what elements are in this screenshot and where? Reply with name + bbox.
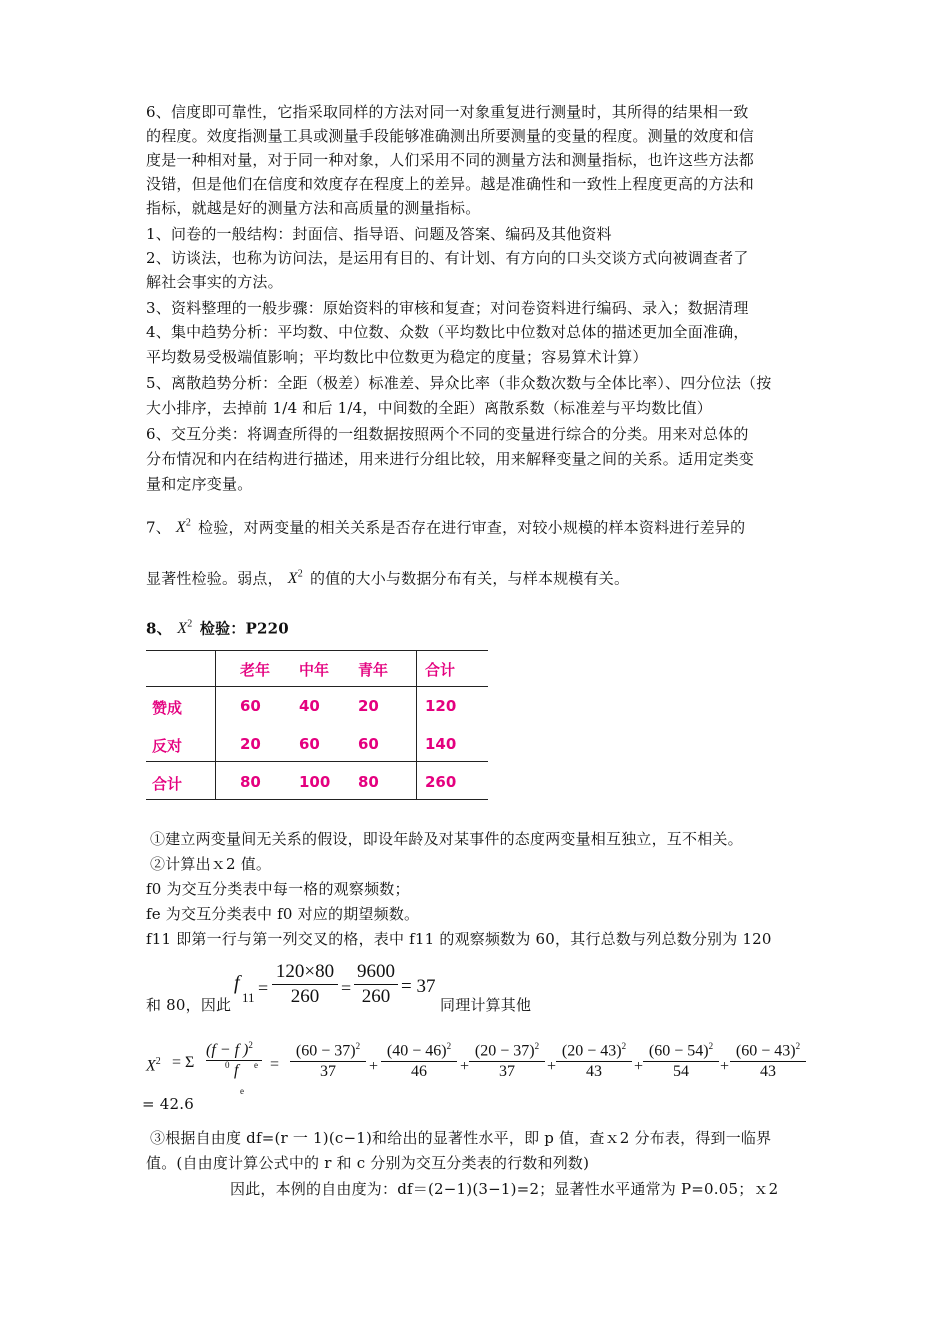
table-rule-header (146, 686, 488, 687)
step-4: fe 为交互分类表中 f0 对应的期望频数。 (146, 905, 420, 923)
table-cell: 60 (240, 697, 261, 715)
para-6b-line-3: 量和定序变量。 (146, 475, 253, 493)
table-cell: 140 (425, 735, 457, 753)
formula2-term: $(60 - 43)^2$ 43 (730, 1041, 806, 1081)
formula-f11: f (234, 972, 240, 994)
chi-square-symbol: $X^2$ (177, 619, 193, 638)
table-rule-left (215, 650, 216, 800)
para-2-line-2: 解社会事实的方法。 (146, 273, 283, 291)
table-cell: 20 (240, 735, 261, 753)
heading-8-prefix: 8、 (146, 619, 172, 638)
table-rule-right (416, 650, 417, 800)
formula2-term: $(20 - 43)^2$ 43 (556, 1041, 632, 1081)
formula-equals: = (258, 978, 269, 998)
table-rule-top (146, 650, 488, 651)
table-cell: 40 (299, 697, 320, 715)
table-row-label: 合计 (152, 775, 183, 793)
table-cell: 80 (358, 773, 379, 791)
formula2-term: $(60 - 37)^2$ 37 (290, 1041, 366, 1081)
para-6-line-2: 的程度。效度指测量工具或测量手段能够准确测出所要测量的变量的程度。测量的效度和信 (146, 127, 755, 145)
para-7-prefix: 7、 (146, 518, 171, 537)
table-cell: 60 (358, 735, 379, 753)
step-6-prefix: 和 80，因此 (146, 996, 232, 1014)
formula2-plus: + (547, 1058, 557, 1075)
chi-square-symbol: $X^2$ (287, 569, 303, 588)
table-row-label: 赞成 (152, 699, 183, 717)
para-7-text-1: 检验，对两变量的相关关系是否存在进行审查，对较小规模的样本资料进行差异的 (198, 518, 746, 537)
heading-8-suffix: 检验：P220 (199, 619, 289, 638)
formula2-result: = 42.6 (142, 1095, 194, 1113)
formula2-equals: = (270, 1056, 280, 1073)
formula-fraction-1: 120×80 260 (272, 961, 338, 1008)
step-3: f0 为交互分类表中每一格的观察频数； (146, 880, 410, 898)
formula2-general-fraction: (f − f )$^2$ f (206, 1040, 262, 1080)
step-9: 因此，本例的自由度为：df＝(2−1)(3−1)=2；显著性水平通常为 P=0.05；ｘ2 (230, 1180, 779, 1198)
table-cell: 100 (299, 773, 331, 791)
step-6-suffix: 同理计算其他 (440, 996, 532, 1014)
table-header-cell: 合计 (425, 661, 456, 679)
table-header-cell: 中年 (299, 661, 330, 679)
para-5-line-1: 5、离散趋势分析：全距（极差）标准差、异众比率（非众数次数与全体比率）、四分位法（按 (146, 374, 772, 392)
formula-equals: = (341, 978, 352, 998)
para-6-line-4: 没错，但是他们在信度和效度存在程度上的差异。越是准确性和一致性上程度更高的方法和 (146, 175, 755, 193)
para-6-line-5: 指标，就越是好的测量方法和高质量的测量指标。 (146, 199, 481, 217)
para-5-line-2: 大小排序，去掉前 1/4 和后 1/4，中间数的全距）离散系数（标准差与平均数比值） (146, 399, 712, 417)
para-4-line-2: 平均数易受极端值影响；平均数比中位数更为稳定的度量；容易算术计算） (146, 348, 648, 366)
para-6b-line-2: 分布情况和内在结构进行描述，用来进行分组比较，用来解释变量之间的关系。适用定类变 (146, 450, 755, 468)
table-cell: 260 (425, 773, 457, 791)
formula2-term: $(40 - 46)^2$ 46 (381, 1041, 457, 1081)
step-8-line-2: 值。(自由度计算公式中的 r 和 c 分别为交互分类表的行数和列数) (146, 1154, 590, 1172)
formula2-sub-0: 0 (225, 1060, 230, 1070)
formula2-lhs: $X^2$ (146, 1056, 161, 1075)
para-7-line-1 (146, 515, 745, 537)
step-1: ①建立两变量间无关系的假设，即设年龄及对某事件的态度两变量相互独立，互不相关。 (150, 830, 743, 848)
para-6b-line-1: 6、交互分类：将调查所得的一组数据按照两个不同的变量进行综合的分类。用来对总体的 (146, 425, 749, 443)
formula2-plus: + (460, 1058, 470, 1075)
chi-square-symbol: $X^2$ (175, 518, 192, 537)
table-row-label: 反对 (152, 737, 183, 755)
contingency-table (146, 650, 488, 800)
para-4-line-1: 4、集中趋势分析：平均数、中位数、众数（平均数比中位数对总体的描述更加全面准确， (146, 323, 749, 341)
para-2-line-1: 2、访谈法，也称为访问法，是运用有目的、有计划、有方向的口头交谈方式向被调查者了 (146, 249, 749, 267)
formula2-sigma: = Σ (172, 1054, 195, 1071)
step-2: ②计算出ｘ2 值。 (150, 855, 272, 873)
para-6-line-1: 6、信度即可靠性，它指采取同样的方法对同一对象重复进行测量时，其所得的结果相一致 (146, 103, 749, 121)
table-cell: 60 (299, 735, 320, 753)
para-7-text-2b: 的值的大小与数据分布有关，与样本规模有关。 (309, 569, 630, 588)
formula2-plus: + (720, 1058, 730, 1075)
step-5: f11 即第一行与第一列交叉的格，表中 f11 的观察频数为 60，其行总数与列总数分别为 120 (146, 930, 772, 948)
formula-fraction-2: 9600 260 (354, 961, 398, 1008)
formula2-term: $(60 - 54)^2$ 54 (643, 1041, 719, 1081)
table-rule-total (146, 761, 488, 762)
formula2-sub-e: e (254, 1060, 258, 1070)
table-header-cell: 青年 (358, 661, 389, 679)
table-cell: 80 (240, 773, 261, 791)
step-8-line-1: ③根据自由度 df=(r 一 1)(c−1)和给出的显著性水平，即 p 值，查ｘ2 分布表，得到一临界 (150, 1129, 772, 1147)
formula2-plus: + (634, 1058, 644, 1075)
para-7-text-2a: 显著性检验。弱点， (146, 569, 283, 588)
table-cell: 120 (425, 697, 457, 715)
para-7-line-2 (146, 566, 629, 588)
formula2-den-sub-e: e (240, 1086, 244, 1096)
heading-8 (146, 616, 289, 638)
table-cell: 20 (358, 697, 379, 715)
para-1: 1、问卷的一般结构：封面信、指导语、问题及答案、编码及其他资料 (146, 225, 612, 243)
para-3: 3、资料整理的一般步骤：原始资料的审核和复查；对问卷资料进行编码、录入；数据清理 (146, 299, 749, 317)
para-6-line-3: 度是一种相对量，对于同一种对象，人们采用不同的测量方法和测量指标，也许这些方法都 (146, 151, 755, 169)
table-header-cell: 老年 (240, 661, 271, 679)
table-rule-bottom (146, 799, 488, 800)
formula2-plus: + (369, 1058, 379, 1075)
formula-f11-subscript: 11 (242, 990, 255, 1005)
formula2-term: $(20 - 37)^2$ 37 (469, 1041, 545, 1081)
formula-result: = 37 (401, 976, 436, 997)
